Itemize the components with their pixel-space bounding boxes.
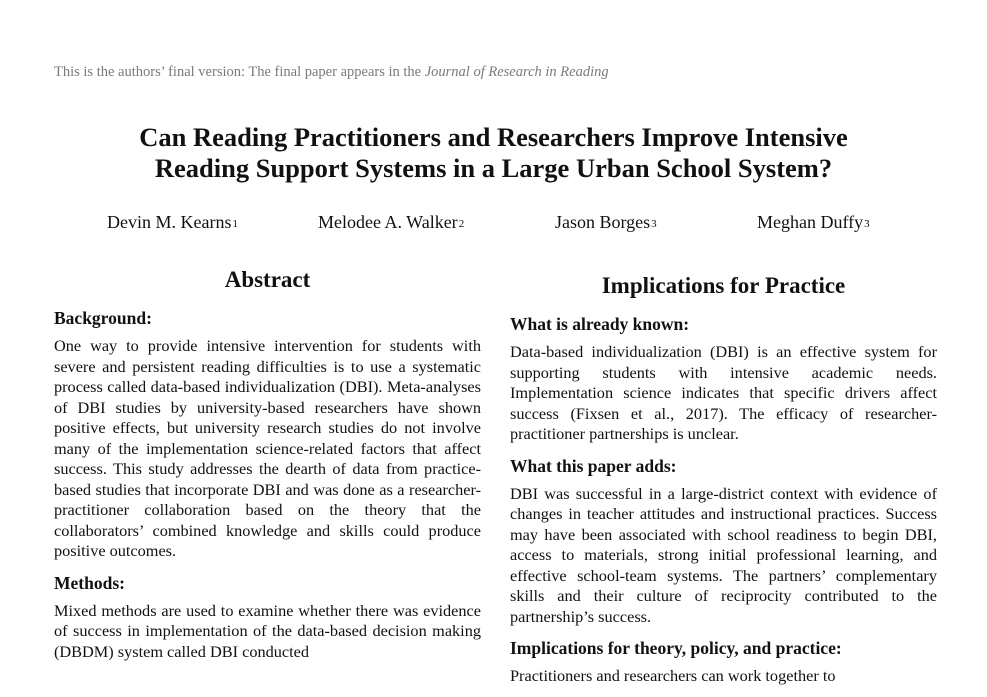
paper-title-line-1: Can Reading Practitioners and Researchers Improve Intensive xyxy=(139,122,848,152)
author-name: Jason Borges xyxy=(555,212,651,232)
abstract-heading: Abstract xyxy=(224,267,311,292)
methods-heading: Methods: xyxy=(54,572,125,593)
implications-column xyxy=(510,272,937,697)
publication-note xyxy=(54,64,609,81)
paper-adds-paragraph: DBI was successful in a large-district context with evidence of changes in teacher attitudes and instructional practices. Success may have been associated with school readiness to begin DBI, access to materials, strong initial professional learning, and effective school-team systems. The partners’ complementary skills and their culture of reciprocity contributed to the partnership’s success. xyxy=(510,483,937,626)
paper-adds-heading: What this paper adds: xyxy=(510,455,677,476)
author-affiliation: 3 xyxy=(864,217,870,230)
author-3 xyxy=(555,212,657,233)
journal-name: Journal of Research in Reading xyxy=(424,64,609,80)
author-affiliation: 3 xyxy=(651,217,657,230)
already-known-heading: What is already known: xyxy=(510,314,690,334)
implications-theory-paragraph: Practitioners and researchers can work together to xyxy=(510,666,836,685)
author-1 xyxy=(107,212,238,233)
paper-title xyxy=(40,122,947,184)
author-name: Meghan Duffy xyxy=(757,212,864,232)
already-known-paragraph: Data-based individualization (DBI) is an effective system for supporting students with intensive academic needs. Implementation science indicates that specific drivers affect success (Fixsen et al., 2017). The efficacy of researcher-practitioner partnerships is unclear. xyxy=(510,342,937,443)
methods-paragraph: Mixed methods are used to examine whether there was evidence of success in implementation of the data-based decision making (DBDM) system called DBI conducted xyxy=(54,600,481,661)
author-name: Melodee A. Walker xyxy=(318,212,458,232)
paper-title-line-2: Reading Support Systems in a Large Urban School System? xyxy=(154,153,833,183)
author-affiliation: 2 xyxy=(458,217,465,230)
author-list xyxy=(0,212,987,236)
author-4 xyxy=(757,212,870,233)
author-affiliation: 1 xyxy=(232,217,238,230)
publication-note-text: This is the authors’ final version: The final paper appears in the xyxy=(54,64,425,80)
author-name: Devin M. Kearns xyxy=(107,212,232,232)
background-heading: Background: xyxy=(54,308,152,328)
implications-heading: Implications for Practice xyxy=(601,273,846,298)
implications-theory-heading: Implications for theory, policy, and practice: xyxy=(510,638,842,658)
author-2 xyxy=(318,212,464,233)
abstract-column xyxy=(54,266,481,672)
background-paragraph: One way to provide intensive intervention for students with severe and persistent reading difficulties is to use a systematic process called data-based individualization (DBI). Meta-analyses of DBI studies by university-based researchers have shown positive effects, but university research studies do not involve many of the implementation science-related factors that affect success. This study addresses the dearth of data from practice-based studies that incorporate DBI and was done as a researcher-practitioner collaboration based on the theory that the collaborators’ combined knowledge and skills could produce positive outcomes. xyxy=(54,336,481,560)
